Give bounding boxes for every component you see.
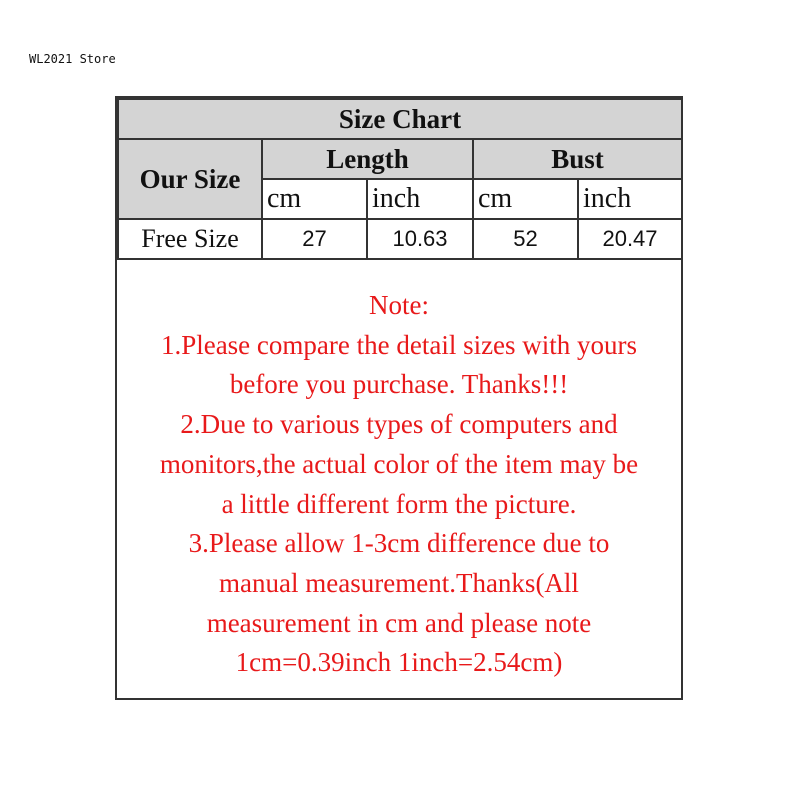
bust-header: Bust (473, 139, 682, 179)
note-text (117, 286, 681, 683)
table-title-row (118, 99, 682, 139)
size-name-cell: Free Size (118, 219, 262, 259)
bust-cm-unit: cm (473, 179, 578, 219)
length-inch-value: 10.63 (367, 219, 473, 259)
table-row (118, 219, 682, 259)
note-line: Note: (369, 290, 429, 320)
length-cm-unit: cm (262, 179, 367, 219)
note-line: manual measurement.Thanks(All (219, 567, 579, 598)
store-name: WL2021 Store (29, 52, 116, 66)
size-table (117, 98, 683, 260)
our-size-header: Our Size (118, 139, 262, 219)
note-line: 1cm=0.39inch 1inch=2.54cm) (235, 647, 563, 678)
bust-inch-unit: inch (578, 179, 682, 219)
length-cm-value: 27 (262, 219, 367, 259)
size-chart-title: Size Chart (118, 99, 682, 139)
note-line: before you purchase. Thanks!!! (229, 369, 569, 400)
note-line: 2.Due to various types of computers and (180, 409, 618, 440)
table-header-row (118, 139, 682, 179)
note-line: 3.Please allow 1-3cm difference due to (188, 528, 610, 559)
length-inch-unit: inch (367, 179, 473, 219)
size-chart-image (115, 96, 683, 700)
note-line: measurement in cm and please note (206, 607, 592, 638)
length-header: Length (262, 139, 473, 179)
bust-inch-value: 20.47 (578, 219, 682, 259)
note-line: monitors,the actual color of the item may be (159, 448, 639, 479)
note-line: 1.Please compare the detail sizes with yours (160, 329, 638, 360)
bust-cm-value: 52 (473, 219, 578, 259)
note-line: a little different form the picture. (221, 488, 577, 519)
